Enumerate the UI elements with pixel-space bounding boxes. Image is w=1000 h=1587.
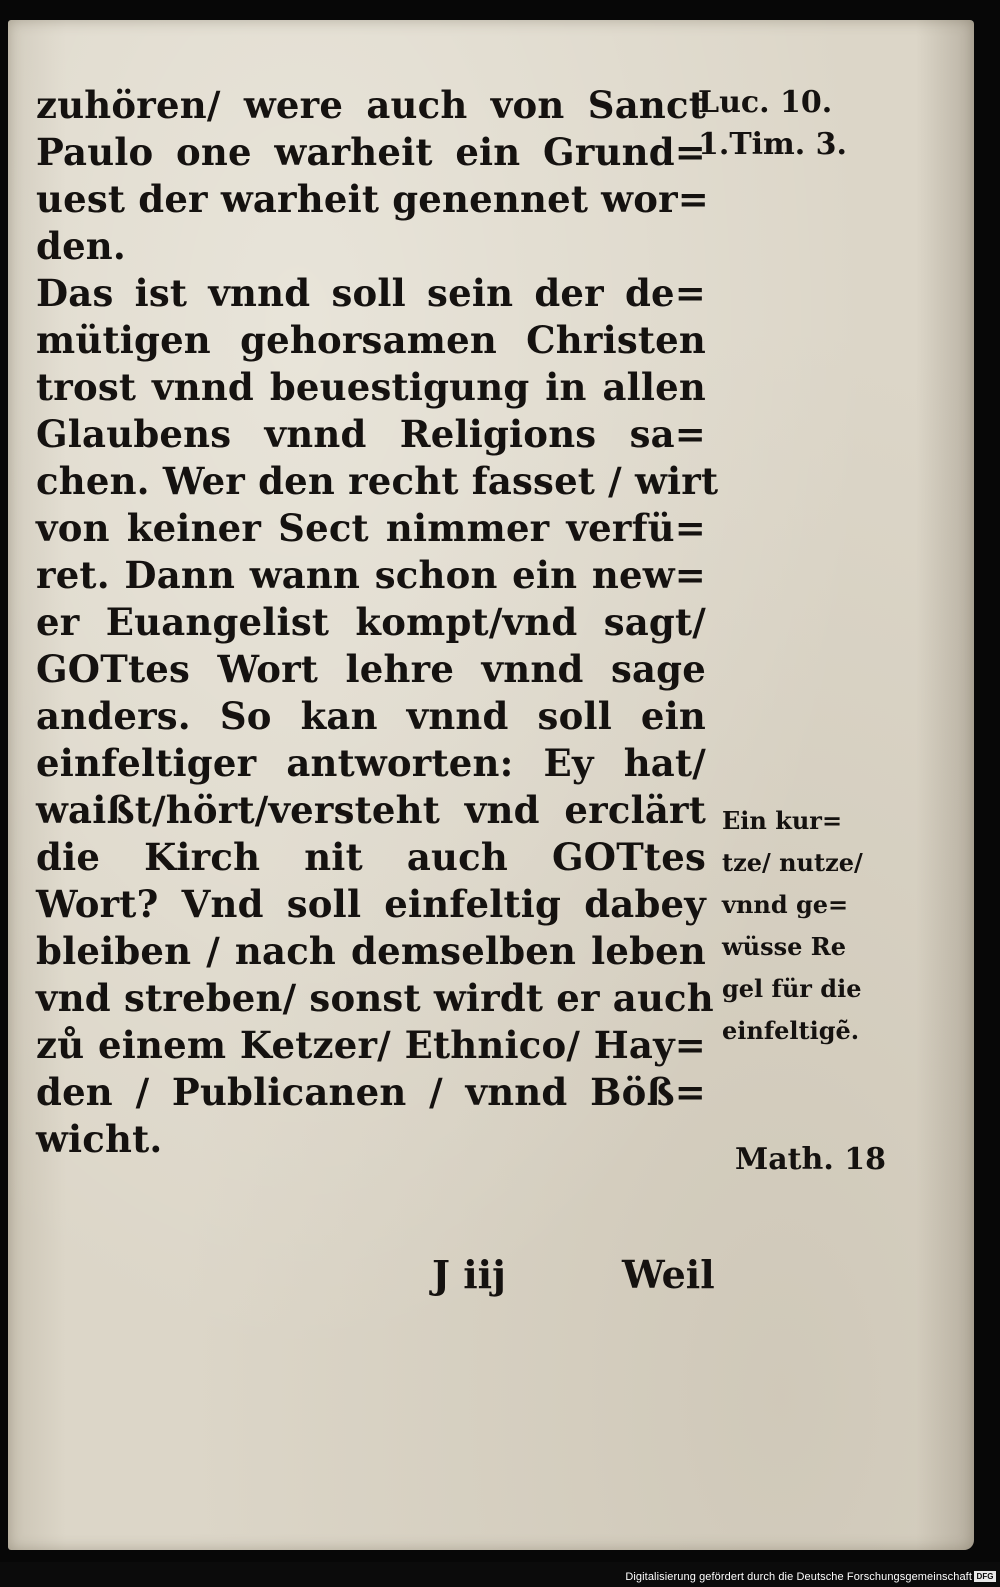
- marginal-line: 1.Tim. 3.: [698, 127, 847, 162]
- marginal-note-math: [735, 1140, 886, 1180]
- text-line: einfeltiger antworten: Ey hat/: [36, 741, 706, 785]
- dfg-logo: DFG: [974, 1571, 996, 1582]
- text-line: zuhören/ were auch von Sanct: [36, 83, 706, 127]
- text-line: Glaubens vnnd Religions sa=: [36, 412, 706, 456]
- text-line: waißt/hört/versteht vnd erclärt: [36, 788, 706, 832]
- text-line: ret. Dann wann schon ein new=: [36, 553, 706, 597]
- marginal-line: Ein kur=: [722, 806, 843, 835]
- text-line: er Euangelist kompt/vnd sagt/: [36, 600, 706, 644]
- text-line: anders. So kan vnnd soll ein: [36, 694, 706, 738]
- marginal-line: Luc. 10.: [698, 85, 833, 120]
- text-line: chen. Wer den recht fasset / wirt: [36, 459, 719, 503]
- text-line: mütigen gehorsamen Christen: [36, 318, 706, 362]
- text-line: Paulo one warheit ein Grund=: [36, 130, 706, 174]
- text-line: den.: [36, 224, 126, 268]
- marginal-note-rule: [722, 800, 863, 1052]
- marginal-line: wüsse Re: [722, 932, 846, 961]
- catchword: Weil: [622, 1252, 715, 1297]
- text-line: den / Publicanen / vnnd Böß=: [36, 1070, 706, 1114]
- text-line: uest der warheit genennet wor=: [36, 177, 710, 221]
- marginal-note-references: [698, 82, 847, 166]
- marginal-line: gel für die: [722, 974, 862, 1003]
- text-line: die Kirch nit auch GOTtes: [36, 835, 706, 879]
- marginal-line: Math. 18: [735, 1142, 886, 1177]
- main-text-block: [36, 82, 719, 1163]
- text-line: Das ist vnnd soll sein der de=: [36, 271, 706, 315]
- text-line: Wort? Vnd soll einfeltig dabey: [36, 882, 706, 926]
- text-line: GOTtes Wort lehre vnnd sage: [36, 647, 706, 691]
- marginal-line: einfeltigẽ.: [722, 1016, 860, 1045]
- text-line: wicht.: [36, 1117, 163, 1161]
- digitization-credit: Digitalisierung gefördert durch die Deutsche Forschungsgemeinschaft: [625, 1571, 972, 1583]
- text-line: von keiner Sect nimmer verfü=: [36, 506, 706, 550]
- text-line: bleiben / nach demselben leben: [36, 929, 706, 973]
- text-line: trost vnnd beuestigung in allen: [36, 365, 706, 409]
- marginal-line: vnnd ge=: [722, 890, 849, 919]
- signature-mark: J iij: [432, 1252, 506, 1297]
- text-line: vnd streben/ sonst wirdt er auch: [36, 976, 714, 1020]
- marginal-line: tze/ nutze/: [722, 848, 863, 877]
- text-line: zů einem Ketzer/ Ethnico/ Hay=: [36, 1023, 706, 1067]
